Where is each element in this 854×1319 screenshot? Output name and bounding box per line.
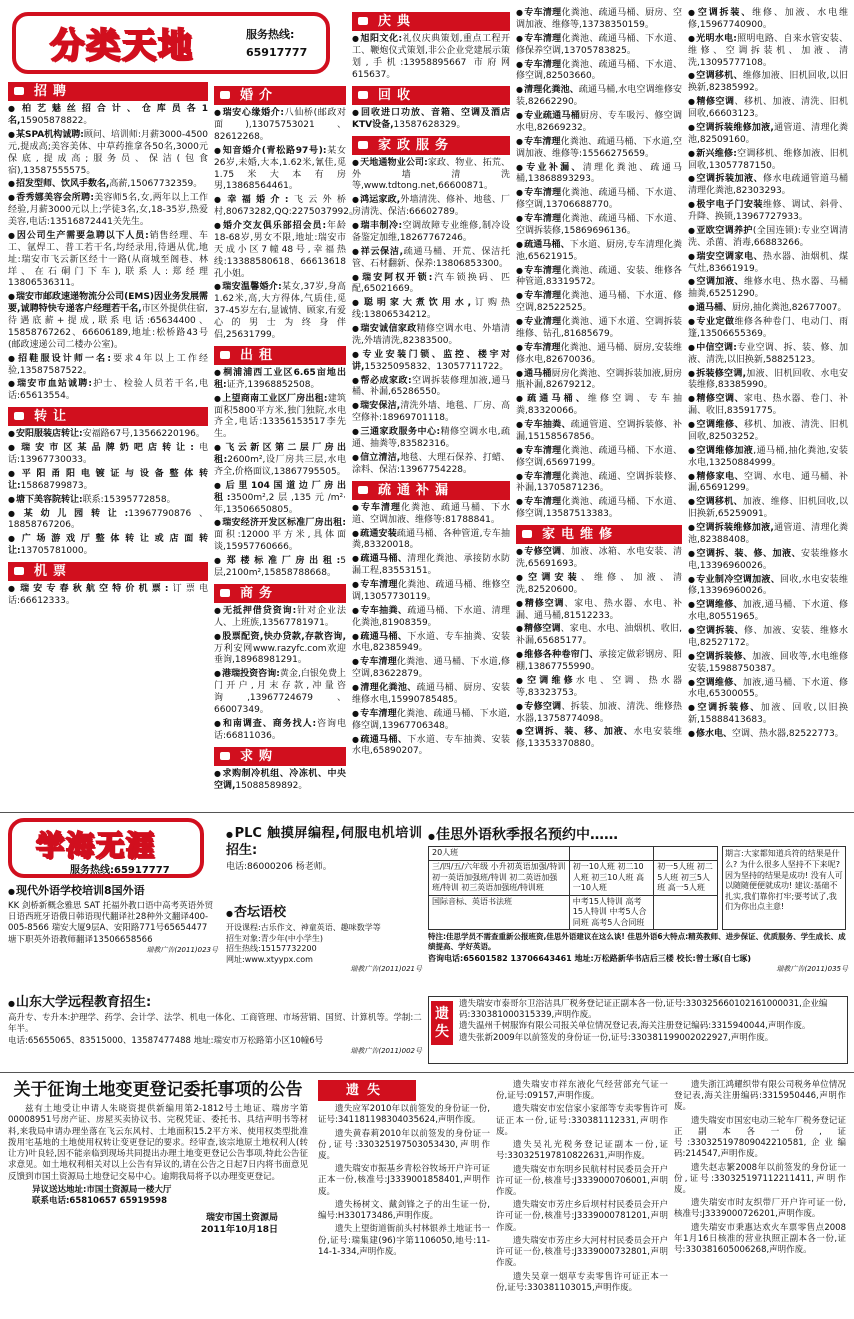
notice-entry: 遗失浙江鸿耀织带有限公司税务单位情况登记表,海关注册编码:3315950446,声明作废。 bbox=[674, 1080, 846, 1113]
classified-ad: ● 瑞安市区某品牌奶吧店转让:电话:13967730033。 bbox=[8, 443, 208, 467]
table-cell: 初一10人班 初二10人班 初三10人班 高一10人班 bbox=[569, 861, 653, 896]
masthead-title: 分类天地 bbox=[50, 26, 194, 66]
notice-title: 关于征询土地变更登记委托事项的公告 bbox=[13, 1080, 303, 1100]
list-qingdian bbox=[352, 34, 510, 82]
classified-ad: ● 专车清理化粪池、疏通马桶、下水道、修保养空调,13705783825。 bbox=[516, 34, 682, 58]
classified-ad: ● 婚介交友俱乐部招会员:年龄18-68岁,男女不限,地址:瑞安市天成小区7幢48号,幸福热线:13388580618、66613618孔小姐。 bbox=[214, 221, 346, 280]
classified-ad: ● 瑞丰制冷:空调故障专业维修,制冷设备鉴定加维,18267767246。 bbox=[352, 221, 510, 245]
classified-ad: ● 瑞安市邮政速递物流分公司(EMS)因业务发展需要,诚聘特快专递客户经理若干名,市区外提供住宿,待遇底薪+提成,联系电话:65634400、15858767262、66606189,地址:松桥路43号(邮政速递公司二楼办公室)。 bbox=[8, 292, 208, 351]
classified-ad: ● 招发型师、饮风手数名,高薪,15067732359。 bbox=[8, 179, 208, 191]
table-cell bbox=[569, 847, 653, 861]
list-jiadian bbox=[516, 547, 682, 751]
classified-ad: ● 空调维修、加液,通马桶、下水道、修水电,65300055。 bbox=[688, 678, 848, 702]
lost-tag: 遗失 bbox=[318, 1080, 416, 1101]
classified-ad: ● 疏通马桶、下水道、厨房,专车清理化粪池,65621915。 bbox=[516, 240, 682, 264]
classified-ad: ● 专车清理化粪池、疏通马桶、下水道,空调加液、维修等:15566275659。 bbox=[516, 137, 682, 161]
column-4 bbox=[516, 8, 682, 806]
classified-ad: ● 某幼儿园转让:13967790876、18858767206。 bbox=[8, 509, 208, 533]
classified-ad: ● 安阳服装店转让:安福路67号,13566220196。 bbox=[8, 429, 208, 441]
section-huishou: 回收 bbox=[352, 86, 510, 105]
notice-entry: 遗失瑞安市秉惠达欢火车票零售点2008年1月16日核准的营业执照正副本各一份,证号:330381605006268,声明作废。 bbox=[674, 1222, 846, 1256]
ad-jiasi: ● 佳思外语秋季报名预约中…… 20人班 三/四/五/六年级 小升初英语加强/特训 初一英语加强班/特训 初二英语加强班/特训 初三英语加强班/特训班 初一10人班 初二10人班 初三10人班 高一10人班 初一5人班 初二5人班 初三5人班 高一5人班 国际音标、英语书法班 中考15人特训 高考15人特训 中考5人合同班 高考5人合同班 期言:大家都知道兵符的结果是什么? 为什么很多人坚持不下来呢? 因为坚持的结果是成功! 没有人可以随随便便就成功! 建议:基础不扎实,我们靠你打牢;要考试了,我们为你出点主意! 特注:佳思学员不需查重新公报班资,佳思外语建议在这么谈! 佳思外语6大特点:精英教师、进步保证、优质服务、学生成长、成绩提高、学好英语。 咨询电话:65601582 13706643461 地址:万松路新华书店后三楼 校长:曾士琢(自七琢) 瑞教广告(2011)035号 bbox=[428, 826, 848, 994]
classified-ad: ● 精修空调、家电、热水器、卷门、补漏、收旧,83591775。 bbox=[688, 394, 848, 418]
classified-ad: ● 精修空调、家电、水电、油烟机、收旧,补漏,65685177。 bbox=[516, 624, 682, 648]
section-shutong: 疏通补漏 bbox=[352, 481, 510, 500]
classified-ad: ● 清理化粪池、疏通马桶、厨房、安装维修水电,15990785485。 bbox=[352, 683, 510, 707]
lost-col-1 bbox=[318, 1080, 490, 1312]
classified-ad: ● 通马桶厨房化粪池、空调拆装加液,厨房瓶补漏,82679212。 bbox=[516, 369, 682, 393]
classified-ad: ● 知音婚介(青松路97号):某女26岁,未婚,大本,1.62米,氰佳,觅1.75米大本有房男,13868564461。 bbox=[214, 146, 346, 194]
classified-ad: ● 精修空调、移机、加液、清洗、旧机回收,66603123。 bbox=[688, 97, 848, 121]
classified-ad: ● 空调拆装、修、加液、安装、维修水电,82527172。 bbox=[688, 626, 848, 650]
classified-ad: ● 空调加液、维修水电、热水器、马桶抽粪,65251290。 bbox=[688, 277, 848, 301]
classified-ad: ● 柏艺魅丝招合计、仓库员各1名,15905878822。 bbox=[8, 104, 208, 128]
lost-tag-vertical: 遗失 bbox=[431, 1001, 453, 1045]
section-jiadian: 家电维修 bbox=[516, 525, 682, 544]
classified-ad: ● 空调安装、维修、加液、清洗,82520600。 bbox=[516, 573, 682, 597]
notice-entry: 遗失上望街道衙前头村林银养土地证书一份,证号:瑞集建(96)字第1106050,地号:11-14-1-334,声明作废。 bbox=[318, 1224, 490, 1257]
lost-col-2 bbox=[496, 1080, 668, 1312]
classified-ad: ● 拆装修空调,加液、旧机回收、水电安装维修,83385990。 bbox=[688, 369, 848, 393]
classified-ad: ● 鸿运家政,外墙清洗、修补、地毯、厂房清洗、保洁:66602789。 bbox=[352, 195, 510, 219]
notice-entry: 遗失应军2010年以前签发的身份证一份,证号:341181198304035624,声明作废。 bbox=[318, 1104, 490, 1126]
classified-ad: ● 空调维修水电、空调、热水器等,83323753。 bbox=[516, 676, 682, 700]
list-huishou bbox=[352, 108, 510, 132]
classified-ad: ● 极宇电子门安装维修、调试、斜骨、升降、换锁,13967727933。 bbox=[688, 200, 848, 224]
notice-entry: 网址:www.xtyypx.com bbox=[226, 954, 313, 964]
table-cell: 20人班 bbox=[429, 847, 570, 861]
classified-ad: ● 郑楼标准厂房出租:5层,2100m²,15858788668。 bbox=[214, 556, 346, 580]
ad-shandong: ● 山东大学远程教育招生: 高升专、专升本:护理学、药学、会计学、法学、机电一体化、工商管理、市场营销、国贸、计算机等。学制:二年半。 电话:65655065、83515000、13587477488 地址:瑞安市万松路第小区10幢6号 瑞教广告(2011)002号 bbox=[8, 994, 422, 1064]
classified-ad: ● 专业定做维修各种卷门、电动门、雨篷,13506655369。 bbox=[688, 317, 848, 341]
classified-ad: ● 疏通马桶、清理化粪池、承接防水防漏工程,83553151。 bbox=[352, 554, 510, 578]
classified-ad: ● 专车清理化粪池、疏通马桶、厨房、空调加液、维修等,13738350159。 bbox=[516, 8, 682, 32]
classified-ad: ● 回收进口功放、音箱、空调及酒店KTV设备,13587628329。 bbox=[352, 108, 510, 132]
classified-ad: ● 瑞安空调家电、热水器、油烟机、煤气灶,83661919。 bbox=[688, 252, 848, 276]
classified-ad: ● 聪明家大煮饮用水,订购热线:13806534212。 bbox=[352, 298, 510, 322]
classified-ad: ● 专车清理化粪池、疏通马桶、下水道、修空调,65697199。 bbox=[516, 446, 682, 470]
section-jiyuan: 机票 bbox=[8, 562, 208, 581]
classified-ad: ● 信立清洁,地毯、大理石保养、打蜡、涂料、保洁:13967754228。 bbox=[352, 453, 510, 477]
notice-entry: 遗失瑞安市东明乡民航村村民委员会开户许可证一份,核准号:J3339000706001,声明作废。 bbox=[496, 1164, 668, 1197]
classified-ad: ● 瑞安心缘婚介:八仙桥(邮政对面),13075753021、82612268。 bbox=[214, 108, 346, 144]
notice-entry: 遗失瑞安市芳庄乡后坝村村民委员会开户许可证一份,核准号:J3339000781201,声明作废。 bbox=[496, 1200, 668, 1233]
classified-ad: ● 专修空调、拆装、加液、清洗、维修热水器,13758774098。 bbox=[516, 702, 682, 726]
table-cell: 中考15人特训 高考15人特训 中考5人合同班 高考5人合同班 bbox=[569, 895, 653, 930]
classified-ad: ● 专车清理化粪池、疏通马桶、下水道、修空调,13706688770。 bbox=[516, 188, 682, 212]
classified-ad: ● 无抵押借贷资询:针对企业法人、上班族,13567781971。 bbox=[214, 606, 346, 630]
classified-ad: ● 飞云新区第二层厂房出租:2600m²,设厂房共三层,水电齐全,价格面议,13867795505。 bbox=[214, 443, 346, 479]
classified-ad: ● 空调拆装维修加液,通管道、清理化粪池,82388408。 bbox=[688, 523, 848, 547]
classified-ad: ● 瑞安温馨婚介:某女,37岁,身高1.62米,高,大方得体,气质佳,觅37-45岁左右,显诚情、顾家,有爱心的男士为终身伴侣,25631799。 bbox=[214, 282, 346, 341]
ad-plc: ● PLC 触摸屏编程,伺服电机培训招生: 电话:86000206 杨老师。 bbox=[226, 826, 422, 898]
classified-ad: ● 和南调查、商务找人:咨询电话:66811036。 bbox=[214, 719, 346, 743]
classified-ad: ● 专车抽粪、疏通管道、空调拆装修、补漏,15158567856。 bbox=[516, 420, 682, 444]
classified-ad: ● 桐浦浦西工业区6.65亩地出租:证齐,13968852508。 bbox=[214, 368, 346, 392]
lost-notice-box bbox=[428, 996, 848, 1064]
classified-ad: ● 帮必成家政:空调拆装修理加液,通马桶、补漏,65286550。 bbox=[352, 376, 510, 400]
classified-ad: ● 专车清理化粪池、疏通、安装、维修各种管道,83319572。 bbox=[516, 266, 682, 290]
list-chuzu bbox=[214, 368, 346, 580]
notice-entry: 遗失黄春莉2010年以前签发的身份证一份,证号:330325197503053430,声明作废。 bbox=[318, 1128, 490, 1162]
section-zhaopin: 招聘 bbox=[8, 82, 208, 101]
notice-entry: 招生对象:青少年(中小学生) bbox=[226, 933, 323, 943]
notice-entry: 遗失吴章一烟草专卖零售许可证正本一份,证号:330381103015,声明作废。 bbox=[496, 1271, 668, 1293]
classified-ad: ● 招鞋服设计师一名:要求4年以上工作经验,13587587522。 bbox=[8, 354, 208, 378]
classified-ad: ● 空调维修、加液,通马桶、下水道、修水电,80551965。 bbox=[688, 600, 848, 624]
classified-ad: ● 瑞安阿权开锁:汽车锁换码、匹配,65021669。 bbox=[352, 273, 510, 297]
notice-entry: 开设课程:古乐作文、神童英语、趣味数学等 bbox=[226, 923, 381, 933]
list-shutong-cont bbox=[516, 8, 682, 521]
classified-ad: ● 疏通安装疏通马桶、各种管道,专车抽粪,83320018。 bbox=[352, 529, 510, 553]
classified-ad: ● 专车清理化粪池、通马桶、厨房,安装维修水电,82670036。 bbox=[516, 343, 682, 367]
column-5 bbox=[688, 8, 848, 806]
classified-ad: ● 空调拆装维修加液,通管道、清理化粪池,82509160。 bbox=[688, 123, 848, 147]
classified-ad: ● 瑞安保洁,清洗外墙、地毯、厂房、高空修补:18969701118。 bbox=[352, 401, 510, 425]
xuehai-hotline: 服务热线:65917777 bbox=[70, 865, 170, 876]
classified-masthead bbox=[12, 12, 330, 74]
classified-ad: ● 股票配资,快办贷款,存款咨询,万利安网www.razyfc.com欢迎垂询,18968981291。 bbox=[214, 632, 346, 668]
classified-ad: ● 某SPA机构诚聘:顾问、培训师:月薪3000-4500元,提成高;美容美体、中草药推拿各50名,3000元保底,提成高;服务员、保洁(包食宿),13587555575。 bbox=[8, 130, 208, 178]
classified-ad: ● 广场游戏厅整体转让或店面转让:13705781000。 bbox=[8, 534, 208, 558]
classified-ad: ● 专修空调、加液、冰箱、水电安装、清洗,65691693。 bbox=[516, 547, 682, 571]
section-hunyin: 婚介 bbox=[214, 86, 346, 105]
section-qiugou: 求购 bbox=[214, 747, 346, 766]
list-qiugou bbox=[214, 769, 346, 793]
classified-ad: ● 疏通马桶、下水道、专车抽粪、安装水电,82385949。 bbox=[352, 632, 510, 656]
list-zhuanrang bbox=[8, 429, 208, 558]
classified-ad: ● 平阳甬阳电镀证与设备整体转让:15868799873。 bbox=[8, 469, 208, 493]
jiasi-table bbox=[428, 846, 718, 930]
notice-entry: 遗失赵志繁2008年以前签发的身份证一份,证号:330325197112211411,声明作废。 bbox=[674, 1162, 846, 1195]
section-zhuanrang: 转让 bbox=[8, 407, 208, 426]
table-cell: 初一5人班 初二5人班 初三5人班 高一5人班 bbox=[654, 861, 718, 896]
classified-ad: ● 专车清理化粪池、疏通马桶、下水道、修空调,82503660。 bbox=[516, 60, 682, 84]
classified-ad: ● 瑞安经济开发区标准厂房出租:面积:12000平方米,具体面谈,15957760666。 bbox=[214, 518, 346, 554]
classified-ad: ● 专车清理化粪池、疏通马桶、下水道、空调拆装修,15869696136。 bbox=[516, 214, 682, 238]
classified-ad: ● 专业安装门锁、监控、楼宇对讲,15325095832、13057711722。 bbox=[352, 350, 510, 374]
classified-ad: ● 修水电、空调、热水器,82522773。 bbox=[688, 729, 848, 741]
classified-ad: ● 三通家政服务中心:精修空调水电,疏通、抽粪等,83582316。 bbox=[352, 427, 510, 451]
classified-ad: ● 疏通马桶、下水道、专车抽粪、安装水电,65890207。 bbox=[352, 735, 510, 759]
classified-ad: ● 瑞安诚信家政精修空调水电、外墙清洗,外墙清洗,82383500。 bbox=[352, 324, 510, 348]
classified-ad: ● 疏通马桶、维修空调、专车抽粪,83320066。 bbox=[516, 394, 682, 418]
classified-ad: ● 祥云保洁,疏通马桶、开荒、保洁托管、石材翻新、保养:13806853300。 bbox=[352, 247, 510, 271]
notice-entry: 遗失瑞安市时友织带厂开户许可证一份,核准号:J3339000726201,声明作废。 bbox=[674, 1198, 846, 1220]
classified-ad: ● 新兴维修:空调移机、维修加液、旧机回收,13057787150。 bbox=[688, 149, 848, 173]
classified-ad: ● 亚欧空调养护(全国连锁):专业空调清洗、杀菌、消毒,66883266。 bbox=[688, 226, 848, 250]
list-right bbox=[688, 8, 848, 741]
classified-ad: ● 专车清理化粪池、疏通马桶、下水道、空调加液、维修等:81788841。 bbox=[352, 503, 510, 527]
notice-entry: 遗失吴礼光税务登记证副本一份,证号:330325197810822631,声明作废。 bbox=[496, 1140, 668, 1162]
notice-entry: 遗失张新2009年以前签发的身份证一份,证号:330381199002022927,声明作废。 bbox=[459, 1032, 774, 1043]
classified-ad: ● 空调拆装、维修、加液、水电维修,15967740900。 bbox=[688, 8, 848, 32]
classified-ad: ● 专业补漏、清理化粪池、疏通马桶,13868893293。 bbox=[516, 163, 682, 187]
classified-ad: ● 因公司生产需要急聘以下人员:销售经理、车工、氩焊工、普工若干名,均经录用,待遇从优,地址:瑞安市飞云新区经十一路(从商城至阁巷、林垟、在石硐门下车),联系人:郑经理13806536311。 bbox=[8, 231, 208, 290]
notice-entry: 遗失瑞安市宏信家小家部等专卖零售许可证正本一份,证号:330381112331,声明作废。 bbox=[496, 1104, 668, 1137]
classified-ad: ● 空调移机、维修加液、旧机回收,以旧换新,82385992。 bbox=[688, 71, 848, 95]
land-notice: 关于征询土地变更登记委托事项的公告 兹有土地受让申请人朱晓资提供新编用第2-1812号土地证、瑞房字第00008951号房产证、房屋买卖协议书、完税凭证、委托书、具结声明书等材料,来我局申请办理坐落在飞云东风村、土地面积15.2平方米、使用权类型批准拨用宅基地的土地使用权转让变更登记的要求。经审查,该宗地原土地权利人(转让方)叶良轻,因不能亲临到现场共同提出办理土地变更登记公告事项,特此公告征求意见。如土地权利相关对以上公告有异议的,请在公告之日起7日内将书面意见反馈到市国土资源局土地登记交易中心。逾期我局将予以办理变更登记。 异议送达地址:市国土资源局一楼大厅 联系电话:65810657 65919598 瑞安市国土资源局 2011年10月18日 bbox=[8, 1080, 308, 1236]
notice-entry: 遗失杨树文、戴剑锋之子的出生证一份,编号:H330173486,声明作废。 bbox=[318, 1199, 490, 1222]
ad-xingtan: ● 杏坛语校 开设课程:古乐作文、神童英语、趣味数学等 招生对象:青少年(中小学生) 招生热线:15157732200 网址:www.xtyypx.com 瑞教广告(2011)021号 bbox=[226, 904, 422, 994]
classified-ad: ● 中信空调:专业空调、拆、装、修、加液、清洗,以旧换新,58825123。 bbox=[688, 343, 848, 367]
classified-ad: ● 上望商南工业区厂房出租:建筑面积5800平方米,独门独院,水电齐全,电话:13356153517李先生。 bbox=[214, 394, 346, 442]
notice-entry: 遗失瑞安市泰哥尔卫浴洁具厂税务登记证正副本各一份,证号:330325660102161000031,企业编码:330381000315339,声明作废。 bbox=[459, 999, 828, 1021]
classified-ad: ● 维修各种卷帘门、承接定做彩钢房、阳棚,13867755990。 bbox=[516, 650, 682, 674]
notice-entry: 遗失瑞安市芳庄乡大河村村民委员会开户许可证一份,核准号:J3339000732801,声明作废。 bbox=[496, 1235, 668, 1269]
classified-ad: ● 专车清理化粪池、通马桶、下水道,修空调,83622879。 bbox=[352, 657, 510, 681]
table-cell bbox=[654, 847, 718, 861]
notice-entry: 遗失瑞安市国宏电动三轮车厂税务登记证正副本各一份,证号:330325197809042210581,企业编码:214547,声明作废。 bbox=[674, 1115, 846, 1160]
classified-ad: ● 空调拆、装、修、加液、安装维修水电,13396960026。 bbox=[688, 549, 848, 573]
classified-ad: ● 空调拆装修、加液、回收等,水电维修安装,15988750387。 bbox=[688, 652, 848, 676]
classified-ad: ● 光明水电:照明电路、自来水管安装、维修、空调拆装机、加液、清洗,13095777108。 bbox=[688, 34, 848, 70]
classified-ad: ● 香秀娜美容会所聘:美容师5名,女,两年以上工作经验,月薪3000元以上;学徒3名,女,18-35岁,热爱美容,电话:13516872441关先生。 bbox=[8, 193, 208, 229]
classified-ad: ● 专业制冷空调加液、回收,水电安装维修,13396960026。 bbox=[688, 575, 848, 599]
table-row bbox=[429, 847, 718, 861]
classified-ad: ● 空调拆、装、移、加液、水电安装维修,13353370880。 bbox=[516, 727, 682, 751]
classified-ad: ● 专车清理化粪池、疏通马桶、下水道、修空调,13587513383。 bbox=[516, 497, 682, 521]
notice-entry: 遗失温州千树服饰有限公司报关单位情况登记表,海关注册登记编码:3315940044,声明作废。 bbox=[459, 1021, 811, 1032]
classified-ad: ● 通马桶、厨房,抽化粪池,82677007。 bbox=[688, 303, 848, 315]
classified-ad: ● 瑞安市血站诚聘:护士、检验人员若干名,电话:65613554。 bbox=[8, 379, 208, 403]
xuehai-title: 学海无涯 bbox=[36, 829, 157, 862]
classified-ad: ● 求购制冷机组、冷冻机、中央空调,15088589892。 bbox=[214, 769, 346, 793]
classified-ad: ● 专业疏通马桶厨房、专车吸污、修空调水电,82669232。 bbox=[516, 111, 682, 135]
classified-ad: ● 后里104国道边厂房出租:3500m²,2层,135元/m²·年,13506650805。 bbox=[214, 481, 346, 517]
list-hunyin bbox=[214, 108, 358, 342]
table-cell: 三/四/五/六年级 小升初英语加强/特训 初一英语加强班/特训 初二英语加强班/特训 初三英语加强班/特训班 bbox=[429, 861, 570, 896]
classified-ad: ● 空调拆装加液、修水电疏通管道马桶清理化粪池,82303293。 bbox=[688, 174, 848, 198]
section-chuzu: 出租 bbox=[214, 346, 346, 365]
classified-ad: ● 空调移机、加液、维修、旧机回收,以旧换新,65259091。 bbox=[688, 497, 848, 521]
section-shangwu: 商务 bbox=[214, 584, 346, 603]
classified-ad: ● 空调拆装修、加液、回收,以旧换新,15888413683。 bbox=[688, 703, 848, 727]
section-jiazheng: 家政服务 bbox=[352, 136, 510, 155]
column-3 bbox=[352, 8, 510, 806]
list-shutong bbox=[352, 503, 510, 759]
classified-ad: ● 专车清理化粪池、疏通马桶、下水道,修空调,13967706348。 bbox=[352, 709, 510, 733]
ad-foreign-language: ● 现代外语学校培训8国外语 KK 剑桥新概念雅思 SAT 托福外教口语中高考英语外贸日语西班牙语俄日韩语现代翻译社28种外文翻译400-005-8566 瑞安大厦9层A、安阳路771号65654477 塘下职英外语教师翻译13506658566 瑞教广告(2011)023号 bbox=[8, 884, 218, 992]
classified-ad: ● 幸福婚介:飞云外桥村,80673282,QQ:2275037992。 bbox=[214, 195, 346, 219]
classified-ad: ● 专车抽粪、疏通马桶、下水道、清理化粪池,81908359。 bbox=[352, 606, 510, 630]
list-jiyuan bbox=[8, 584, 208, 608]
section-qingdian: 庆典 bbox=[352, 12, 510, 31]
classified-ad: ● 空调维修、移机、加液、清洗、旧机回收,82503252。 bbox=[688, 420, 848, 444]
table-cell bbox=[654, 895, 718, 930]
divider bbox=[0, 812, 854, 813]
table-row bbox=[429, 895, 718, 930]
notice-entry: 遗失瑞安市振基乡青松谷牧场开户许可证正本一份,核准号:J3339001858401,声明作废。 bbox=[318, 1164, 490, 1197]
classified-ad: ● 清理化粪池、疏通马桶,水电空调维修安装,82662290。 bbox=[516, 85, 682, 109]
classified-ad: ● 天地通物业公司:家政、物业、拓荒、外墙清洗等,www.tdtong.net,66600871。 bbox=[352, 158, 510, 194]
list-zhaopin bbox=[8, 104, 208, 403]
classified-ad: ● 专车清理化粪池、疏通、空调拆装修、补漏,13705871236。 bbox=[516, 472, 682, 496]
classified-ad: ● 专车清理化粪池、疏通马桶、维修空调,13057730119。 bbox=[352, 580, 510, 604]
masthead-hotline: 服务热线: 65917777 bbox=[246, 28, 308, 59]
classified-ad: ● 精修家电、空调、水电、通马桶、补漏,65691299。 bbox=[688, 472, 848, 496]
list-shangwu bbox=[214, 606, 346, 743]
list-jiazheng bbox=[352, 158, 510, 477]
jiasi-side-note: 期言:大家都知道兵符的结果是什么? 为什么很多人坚持不下来呢? 因为坚持的结果是成功! 没有人可以随随便便就成功! 建议:基础不扎实,我们靠你打牢;要考试了,我们为你出点主意! bbox=[722, 846, 846, 930]
divider bbox=[0, 1072, 854, 1073]
notice-entry: 遗失瑞安市祥东液化气经营部充气证一份,证号:09157,声明作废。 bbox=[496, 1080, 668, 1102]
lost-col-3 bbox=[674, 1080, 846, 1312]
table-row bbox=[429, 861, 718, 896]
classified-ad: ● 专业清理化粪池、通下水道、空调拆装维修、钻孔,81685679。 bbox=[516, 317, 682, 341]
classified-ad: ● 港瑞投资咨询:黄金,白银免费上门开户,月末存款,冲量咨询,13967724679、66007349。 bbox=[214, 669, 346, 717]
column-2 bbox=[214, 82, 358, 806]
classified-ad: ● 塘下美容院转让:联系:15395772858。 bbox=[8, 495, 208, 507]
classified-ad: ● 旭阳文化:礼仪庆典策划,重点工程开工、鞭炮仪式策划,非公企业党建展示策划,手机:13958895667 市府网615637。 bbox=[352, 34, 510, 82]
classified-ad: ● 专车清理化粪池、通马桶、下水道、修空调,82522525。 bbox=[516, 291, 682, 315]
table-cell: 国际音标、英语书法班 bbox=[429, 895, 570, 930]
notice-entry: 招生热线:15157732200 bbox=[226, 944, 317, 954]
classified-ad: ● 空调维修加液,通马桶,抽化粪池,安装水电,13250884999。 bbox=[688, 446, 848, 470]
classified-ad: ● 瑞安专春秋航空特价机票:订票电话:66612333。 bbox=[8, 584, 208, 608]
classified-ad: ● 精修空调、家电、热水器、水电、补漏、通马桶,81512233。 bbox=[516, 599, 682, 623]
